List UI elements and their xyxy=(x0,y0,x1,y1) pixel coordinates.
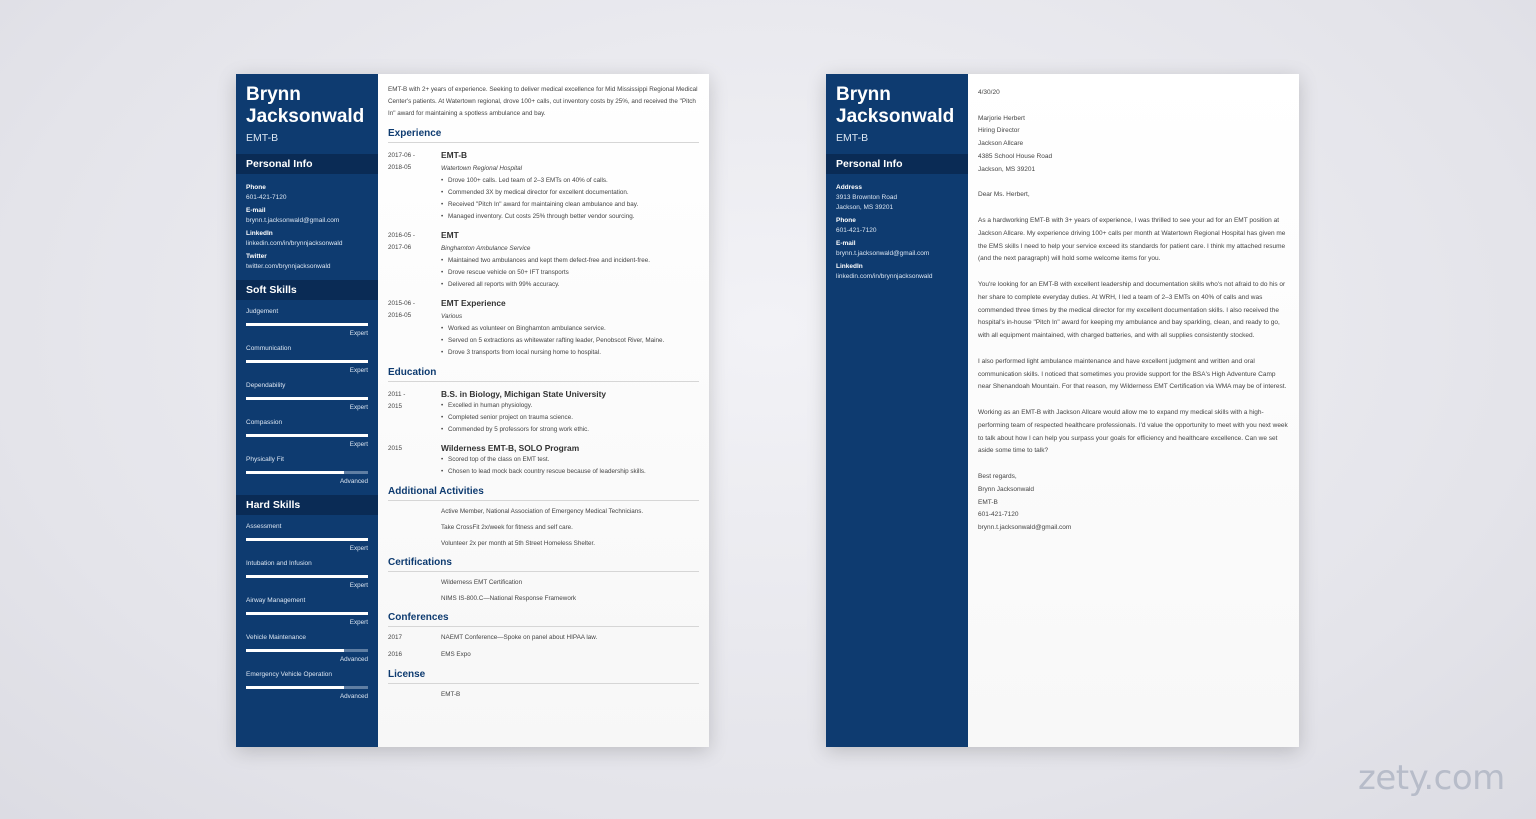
list-item xyxy=(388,538,699,549)
entry-body xyxy=(441,150,699,223)
skill-item xyxy=(236,597,378,626)
skill-name: Airway Management xyxy=(246,597,306,604)
spacer xyxy=(388,522,441,533)
entry-title: EMT Experience xyxy=(441,298,506,308)
spacer xyxy=(388,593,441,604)
list-item-text: Take CrossFit 2x/week for fitness and self care. xyxy=(441,524,573,531)
skill-name: Communication xyxy=(246,345,292,352)
skill-name: Emergency Vehicle Operation xyxy=(246,671,332,678)
list-item xyxy=(388,522,699,533)
hard-skills-list xyxy=(236,523,378,700)
skill-item xyxy=(236,523,378,552)
skill-item xyxy=(236,345,378,374)
date-end: 2015 xyxy=(388,403,403,410)
skill-level: Advanced xyxy=(339,478,368,485)
personal-info-block xyxy=(236,174,378,270)
resume-name xyxy=(236,74,378,128)
list-item xyxy=(388,577,699,588)
skill-level: Expert xyxy=(349,619,368,626)
conference-text: EMS Expo xyxy=(441,651,471,658)
info-value: 601-421-7120 xyxy=(836,227,877,234)
letter-sidebar xyxy=(826,74,968,747)
skill-bar xyxy=(246,397,368,400)
recipient-line: Hiring Director xyxy=(978,127,1020,135)
bullet-item: • Drove 3 transports from local nursing home to hospital. xyxy=(441,347,699,359)
info-label: Phone xyxy=(246,184,266,191)
bullet-list xyxy=(441,454,699,478)
bullet-item: • Scored top of the class on EMT test. xyxy=(441,454,699,466)
conference-year: 2016 xyxy=(388,651,403,658)
resume-summary: EMT-B with 2+ years of experience. Seeking to deliver medical excellence for Mid Mississippi Regional Medical Center's patients. At Watertown regional, drove 100+ calls, cut inventory costs by 25%, and received the "Pitch In" award for maintaining a spotless ambulance and bay. xyxy=(388,86,698,117)
skill-item xyxy=(236,671,378,700)
recipient-line: Marjorie Herbert xyxy=(978,114,1025,122)
date-start: 2015 xyxy=(388,445,403,452)
conferences-list xyxy=(388,632,699,661)
additional-activities-heading: Additional Activities xyxy=(388,486,699,501)
skill-bar xyxy=(246,538,368,541)
resume-role: EMT-B xyxy=(246,132,279,144)
bullet-list xyxy=(441,255,699,291)
letter-main xyxy=(968,74,1299,747)
skill-bar-fill xyxy=(246,434,368,437)
entry-subtitle: Binghamton Ambulance Service xyxy=(441,245,531,252)
skill-level: Advanced xyxy=(339,693,368,700)
name-first: Brynn xyxy=(836,84,891,105)
date-start: 2011 - xyxy=(388,391,406,398)
closing-line: 601-421-7120 xyxy=(978,511,1019,519)
entry-body xyxy=(441,298,699,359)
bullet-item: • Received "Pitch In" award for maintaining clean ambulance and bay. xyxy=(441,199,699,211)
letter-recipient xyxy=(978,113,1289,177)
bullet-item: • Commended 3X by medical director for excellent documentation. xyxy=(441,187,699,199)
skill-name: Judgement xyxy=(246,308,279,315)
bullet-list xyxy=(441,175,699,223)
skill-level: Expert xyxy=(349,441,368,448)
skill-bar-fill xyxy=(246,686,344,689)
skill-level: Advanced xyxy=(339,656,368,663)
closing-line: Best regards, xyxy=(978,472,1017,480)
skill-item xyxy=(236,560,378,589)
skill-bar xyxy=(246,575,368,578)
skill-name: Vehicle Maintenance xyxy=(246,634,306,641)
list-item xyxy=(388,689,699,700)
info-value: linkedin.com/in/brynnjacksonwald xyxy=(836,273,933,280)
name-first: Brynn xyxy=(246,84,301,105)
skill-name: Assessment xyxy=(246,523,282,530)
resume-sidebar xyxy=(236,74,378,747)
bullet-item: • Maintained two ambulances and kept them defect-free and incident-free. xyxy=(441,255,699,267)
date-start: 2017-06 - xyxy=(388,152,415,159)
entry-body xyxy=(441,230,699,291)
entry-title: Wilderness EMT-B, SOLO Program xyxy=(441,443,580,453)
list-item xyxy=(388,593,699,604)
education-heading: Education xyxy=(388,367,699,382)
personal-info-heading: Personal Info xyxy=(236,154,378,174)
skill-bar xyxy=(246,649,368,652)
conference-text: NAEMT Conference—Spoke on panel about HIPAA law. xyxy=(441,634,598,641)
recipient-line: Jackson Allcare xyxy=(978,140,1024,148)
bullet-item: • Delivered all reports with 99% accuracy. xyxy=(441,279,699,291)
bullet-item: • Commended by 5 professors for strong work ethic. xyxy=(441,424,699,436)
hard-skills-heading: Hard Skills xyxy=(236,495,378,515)
skill-bar xyxy=(246,434,368,437)
info-label: E-mail xyxy=(836,240,856,247)
soft-skills-list xyxy=(236,308,378,485)
info-value: twitter.com/brynnjacksonwald xyxy=(246,263,331,270)
skill-bar xyxy=(246,686,368,689)
resume-page xyxy=(236,74,709,747)
skill-bar-fill xyxy=(246,538,368,541)
list-item-text: Volunteer 2x per month at 5th Street Homeless Shelter. xyxy=(441,540,596,547)
skill-bar-fill xyxy=(246,471,344,474)
skill-bar-fill xyxy=(246,360,368,363)
info-label: Address xyxy=(836,184,863,191)
letter-salutation: Dear Ms. Herbert, xyxy=(978,191,1030,199)
bullet-item: • Completed senior project on trauma science. xyxy=(441,412,699,424)
entry-date xyxy=(388,230,441,291)
skill-name: Intubation and Infusion xyxy=(246,560,312,567)
closing-line: brynn.t.jacksonwald@gmail.com xyxy=(978,524,1072,532)
date-start: 2015-06 - xyxy=(388,300,415,307)
skill-bar-fill xyxy=(246,397,368,400)
letter-paragraph: I also performed light ambulance maintenance and have excellent judgment and written and oral communication skills. I noticed that sometimes you provide support for the BSA's High Adventure Camp near Shenandoah Mountain. For that reason, my Wilderness EMT Certification via WMA may be of interest. xyxy=(978,357,1287,391)
info-label: Phone xyxy=(836,217,856,224)
entry xyxy=(388,230,699,291)
entry-date xyxy=(388,389,441,436)
entry-title: EMT-B xyxy=(441,150,468,160)
experience-heading: Experience xyxy=(388,128,699,143)
info-value: brynn.t.jacksonwald@gmail.com xyxy=(246,217,340,224)
skill-item xyxy=(236,634,378,663)
bullet-item: • Drove rescue vehicle on 50+ IFT transports xyxy=(441,267,699,279)
entry-date xyxy=(388,150,441,223)
conference-year: 2017 xyxy=(388,634,403,641)
bullet-list xyxy=(441,323,699,359)
skill-level: Expert xyxy=(349,404,368,411)
letter-role: EMT-B xyxy=(836,132,869,144)
bullet-item: • Managed inventory. Cut costs 25% through better vendor sourcing. xyxy=(441,211,699,223)
skill-bar-fill xyxy=(246,612,368,615)
list-item xyxy=(388,506,699,517)
bullet-item: • Chosen to lead mock back country rescue because of leadership skills. xyxy=(441,466,699,478)
spacer xyxy=(388,689,441,700)
bullet-item: • Worked as volunteer on Binghamton ambulance service. xyxy=(441,323,699,335)
skill-level: Expert xyxy=(349,582,368,589)
entry xyxy=(388,298,699,359)
skill-level: Expert xyxy=(349,545,368,552)
certifications-list xyxy=(388,577,699,604)
entry-title: B.S. in Biology, Michigan State University xyxy=(441,389,607,399)
entry-date xyxy=(388,443,441,478)
spacer xyxy=(388,577,441,588)
bullet-item: • Excelled in human physiology. xyxy=(441,400,699,412)
entry-subtitle: Watertown Regional Hospital xyxy=(441,165,523,172)
zety-logo: zety.com xyxy=(1358,758,1505,798)
skill-item xyxy=(236,308,378,337)
info-value: 3913 Brownton Road xyxy=(836,194,898,201)
info-label: LinkedIn xyxy=(836,263,863,270)
list-item-text: NIMS IS-800.C—National Response Framework xyxy=(441,595,577,602)
recipient-line: Jackson, MS 39201 xyxy=(978,165,1036,173)
info-label: E-mail xyxy=(246,207,266,214)
skill-bar-fill xyxy=(246,575,368,578)
letter-closing xyxy=(978,471,1289,535)
info-value: 601-421-7120 xyxy=(246,194,287,201)
entry xyxy=(388,150,699,223)
activities-list xyxy=(388,506,699,549)
closing-line: EMT-B xyxy=(978,498,998,506)
info-value: Jackson, MS 39201 xyxy=(836,204,894,211)
entry-title: EMT xyxy=(441,230,459,240)
letter-date: 4/30/20 xyxy=(978,89,1000,96)
entry-date xyxy=(388,298,441,359)
letter-paragraph: Working as an EMT-B with Jackson Allcare would allow me to expand my medical skills with a high-performing team of respected healthcare professionals. I'd value the opportunity to meet with you next week to talk about how I can help you surpass your goals for efficiency and healthcare excellence. Can we set aside some time to talk? xyxy=(978,408,1288,455)
skill-bar xyxy=(246,471,368,474)
skill-level: Expert xyxy=(349,330,368,337)
date-end: 2018-05 xyxy=(388,164,412,171)
letter-personal-info-block xyxy=(826,174,968,280)
bullet-list xyxy=(441,400,699,436)
list-item-text: Active Member, National Association of Emergency Medical Technicians. xyxy=(441,508,644,515)
skill-name: Physically Fit xyxy=(246,456,284,463)
list-item-text: EMT-B xyxy=(441,691,461,698)
entry xyxy=(388,443,699,478)
cover-letter-page xyxy=(826,74,1299,747)
entry xyxy=(388,389,699,436)
letter-paragraph: As a hardworking EMT-B with 3+ years of experience, I was thrilled to see your ad for an EMT position at Jackson Allcare. My experience driving 100+ calls per month at Watertown Regional Hospital has given me the EMS skills I need to help your service exceed its standards for patient care. I think my attached resume (and the next paragraph) will hold some welcome items for you. xyxy=(978,216,1286,263)
closing-line: Brynn Jacksonwald xyxy=(978,485,1034,493)
skill-bar xyxy=(246,323,368,326)
license-list xyxy=(388,689,699,700)
skill-item xyxy=(236,382,378,411)
date-start: 2016-05 - xyxy=(388,232,415,239)
bullet-item: • Drove 100+ calls. Led team of 2–3 EMTs on 40% of calls. xyxy=(441,175,699,187)
letter-name xyxy=(826,74,968,128)
info-value: brynn.t.jacksonwald@gmail.com xyxy=(836,250,930,257)
soft-skills-heading: Soft Skills xyxy=(236,280,378,300)
license-heading: License xyxy=(388,669,699,684)
conferences-heading: Conferences xyxy=(388,612,699,627)
info-label: LinkedIn xyxy=(246,230,273,237)
entry-subtitle: Various xyxy=(441,313,463,320)
spacer xyxy=(388,538,441,549)
skill-bar xyxy=(246,612,368,615)
name-last: Jacksonwald xyxy=(836,106,955,127)
skill-bar-fill xyxy=(246,649,344,652)
letter-paragraph: You're looking for an EMT-B with excellent leadership and documentation skills who's not afraid to do his or her share to complete everyday duties. At WRH, I led a team of 2–3 EMTs on 40% of calls and was commended three times by the medical director for my excellent documentation skills. I also received the hospital's in-house "Pitch In" award for keeping my ambulance and bay sparkling, clean, and ready to go, with all equipment maintained, with charged batteries, and with all supplies consistently stocked. xyxy=(978,280,1286,340)
date-end: 2017-06 xyxy=(388,244,412,251)
spacer xyxy=(388,506,441,517)
list-item-text: Wilderness EMT Certification xyxy=(441,579,523,586)
recipient-line: 4385 School House Road xyxy=(978,152,1053,160)
skill-bar-fill xyxy=(246,323,368,326)
resume-main xyxy=(378,74,709,747)
info-label: Twitter xyxy=(246,253,267,260)
date-end: 2016-05 xyxy=(388,312,412,319)
skill-bar xyxy=(246,360,368,363)
skill-item xyxy=(236,419,378,448)
skill-item xyxy=(236,456,378,485)
education-list xyxy=(388,389,699,478)
entry-body xyxy=(441,389,699,436)
entry-body xyxy=(441,443,699,478)
info-value: linkedin.com/in/brynnjacksonwald xyxy=(246,240,343,247)
skill-level: Expert xyxy=(349,367,368,374)
bullet-item: • Served on 5 extractions as whitewater rafting leader, Penobscot River, Maine. xyxy=(441,335,699,347)
skill-name: Dependability xyxy=(246,382,286,389)
certifications-heading: Certifications xyxy=(388,557,699,572)
name-last: Jacksonwald xyxy=(246,106,365,127)
skill-name: Compassion xyxy=(246,419,283,426)
letter-personal-info-heading: Personal Info xyxy=(826,154,968,174)
experience-list xyxy=(388,150,699,359)
conference-item xyxy=(388,649,699,661)
conference-item xyxy=(388,632,699,644)
